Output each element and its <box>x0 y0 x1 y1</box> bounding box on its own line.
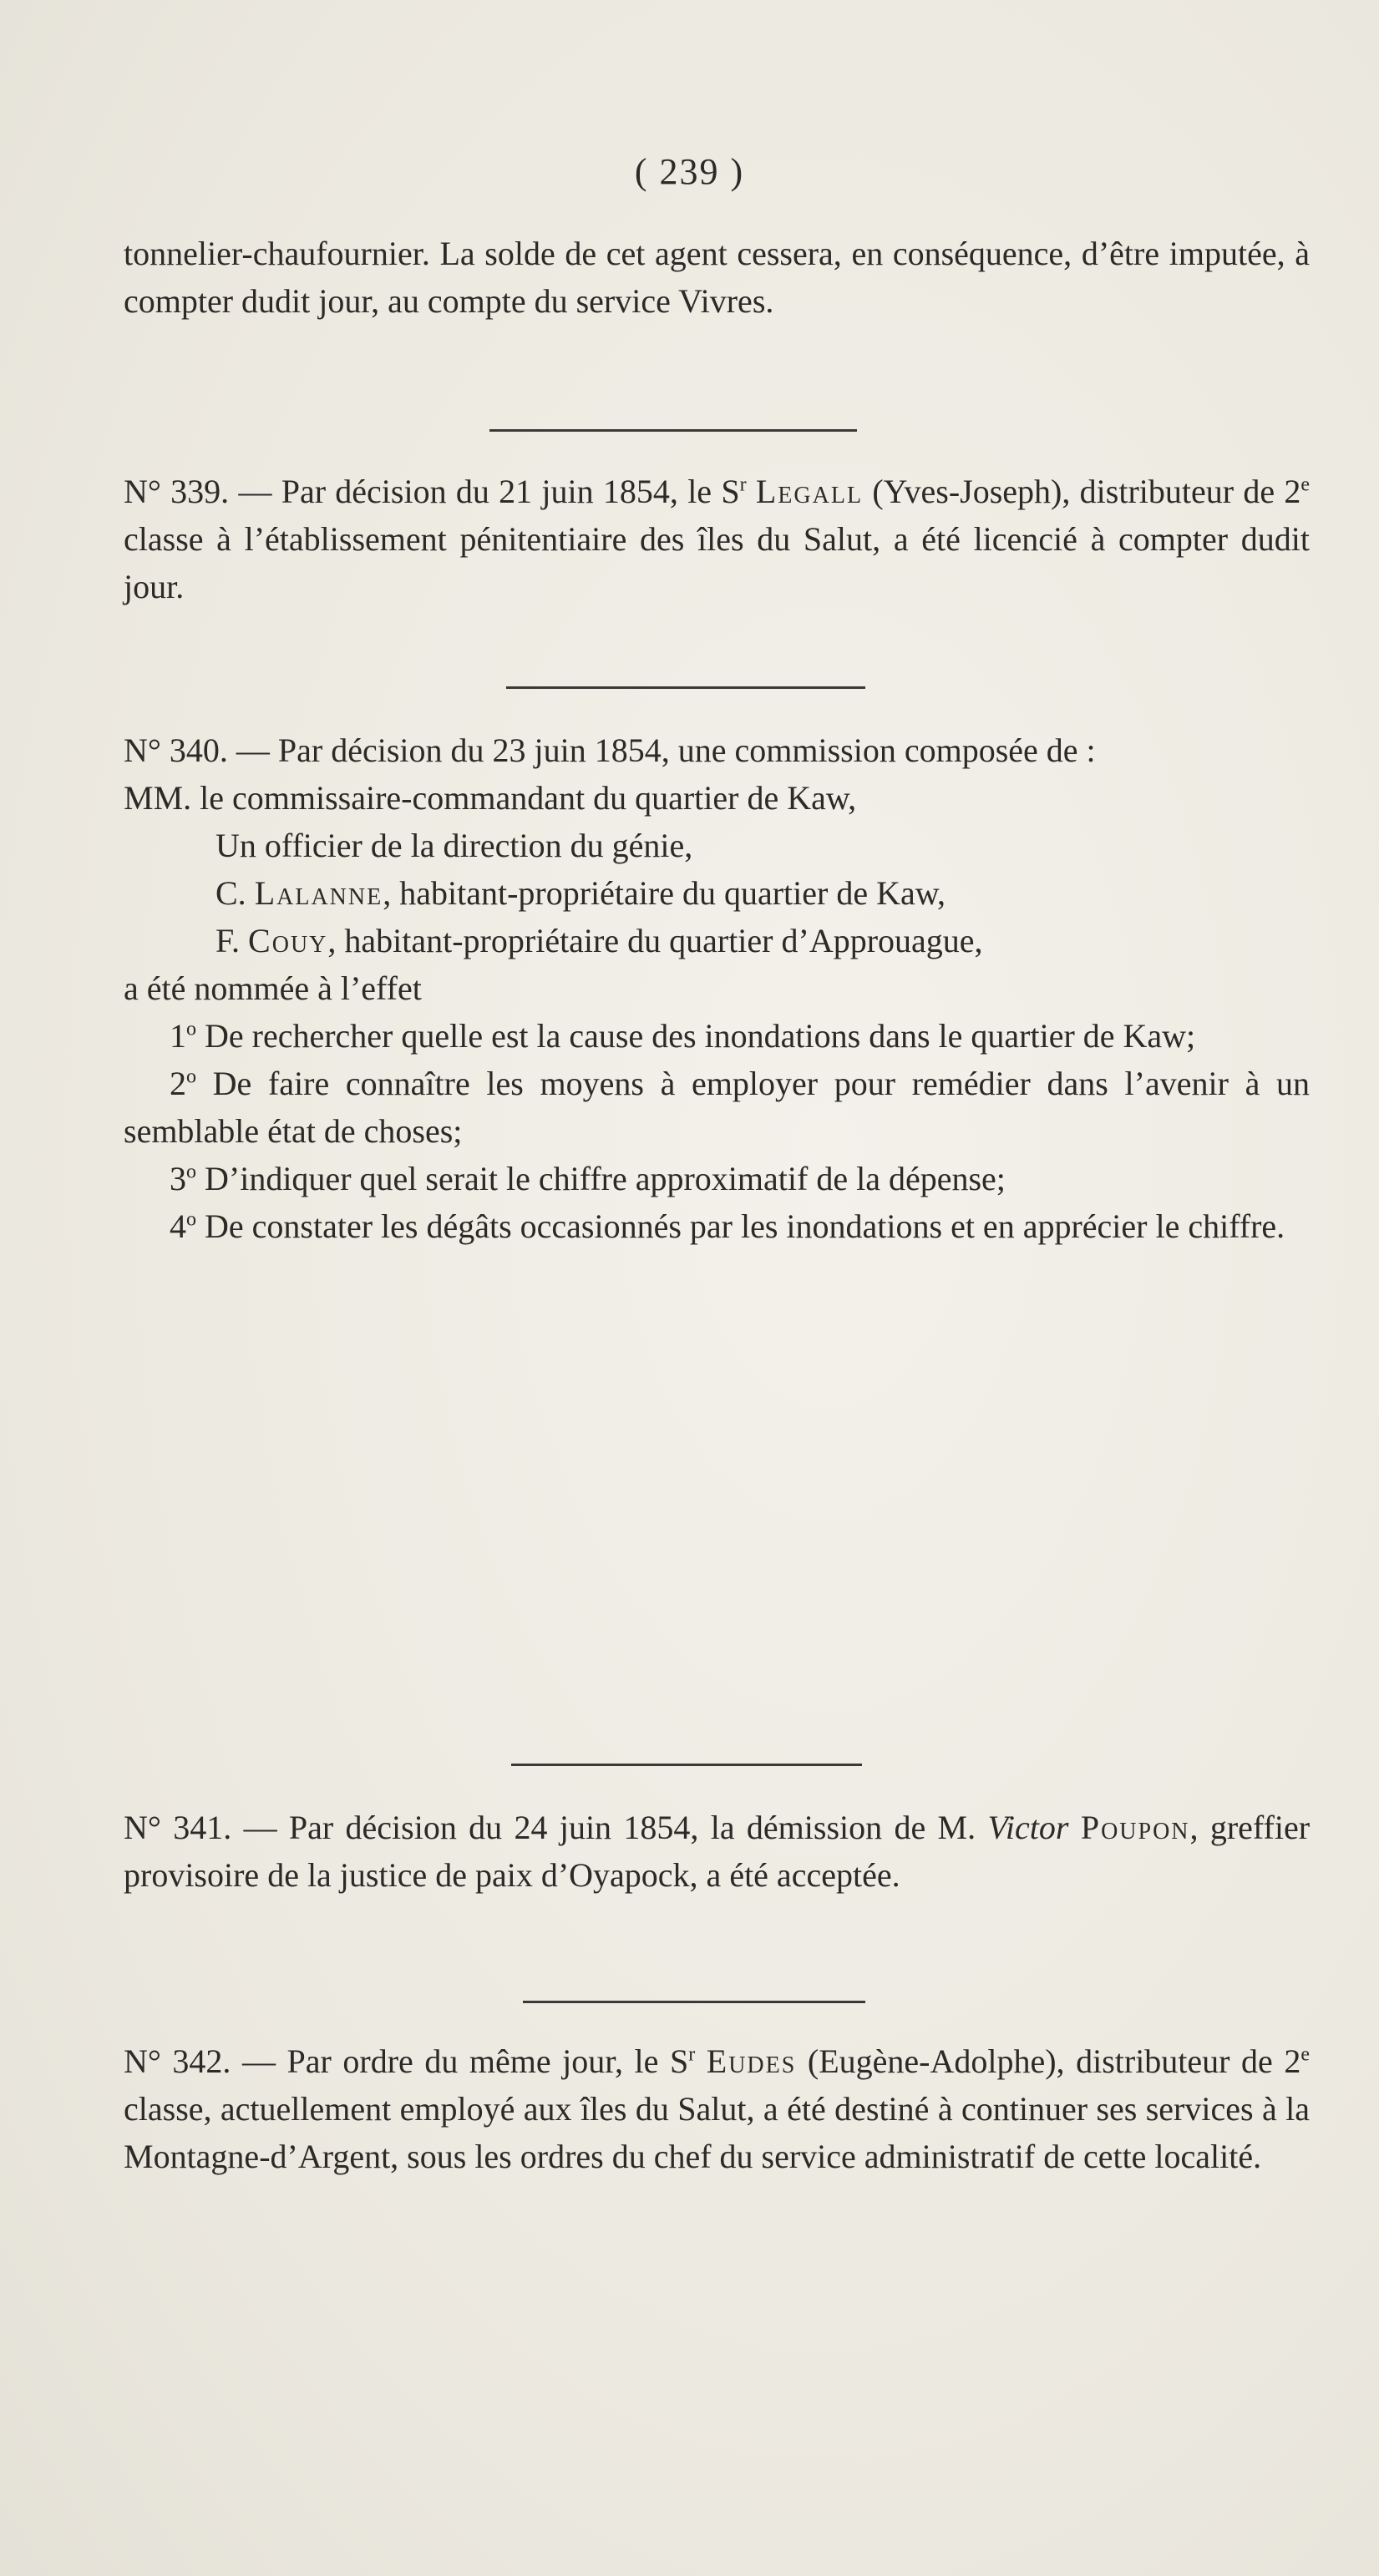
separator-rule <box>506 686 865 689</box>
purpose-item: 2$^o$ De faire connaître les moyens à employer pour remédier dans l’avenir à un semblable état de choses; <box>124 1065 1310 1150</box>
entry-number: N° 339. <box>124 473 230 510</box>
purpose-item: 1$^o$ De rechercher quelle est la cause des inondations dans le quartier de Kaw; <box>170 1017 1196 1055</box>
entry-339 <box>124 468 1310 610</box>
entry-340 <box>124 726 1310 1250</box>
member-line: F. Couy, habitant-propriétaire du quartier d’Approuague, <box>215 922 983 959</box>
member-line: C. Lalanne, habitant-propriétaire du quartier de Kaw, <box>215 874 946 912</box>
entry-number: N° 340. <box>124 731 228 769</box>
entry-number: N° 341. <box>124 1809 232 1846</box>
person-name: Lalanne <box>254 874 383 912</box>
entry-342-text: N° 342. — Par ordre du même jour, le $S^r$ Eudes (Eugène-Adolphe), distributeur de 2e classe, actuellement employé aux îles du Salut, a été destiné à continuer ses services à la Montagne-d’Argent, sous les ordres du chef du service administratif de cette localité. <box>124 2042 1310 2175</box>
separator-rule <box>489 429 857 432</box>
separator-rule <box>511 1764 862 1766</box>
person-name: Legall <box>755 473 864 510</box>
entry-342 <box>124 2037 1310 2180</box>
person-name: Eudes <box>706 2042 797 2080</box>
entry-340-intro: N° 340. — Par décision du 23 juin 1854, une commission composée de : <box>124 731 1096 769</box>
member-line: Un officier de la direction du génie, <box>215 827 693 864</box>
purpose-item: 4$^o$ De constater les dégâts occasionnés par les inondations et en apprécier le chiffre. <box>170 1207 1285 1245</box>
entry-341-text: N° 341. — Par décision du 24 juin 1854, la démission de M. Victor Poupon, greffier provisoire de la justice de paix d’Oyapock, a été acceptée. <box>124 1809 1311 1894</box>
first-name: Victor <box>987 1809 1069 1846</box>
member-line: MM. le commissaire-commandant du quartier de Kaw, <box>124 779 857 817</box>
person-name: Poupon <box>1080 1809 1190 1846</box>
purpose-item: 3$^o$ D’indiquer quel serait le chiffre approximatif de la dépense; <box>170 1160 1006 1197</box>
entry-number: N° 342. <box>124 2042 231 2080</box>
person-name: Couy <box>248 922 328 959</box>
page-number: ( 239 ) <box>634 151 745 192</box>
separator-rule <box>523 2001 865 2003</box>
paragraph-text: tonnelier-chaufournier. La solde de cet agent cessera, en conséquence, d’être imputée, à compter dudit jour, au compte du service Vivres. <box>124 235 1310 320</box>
entry-341 <box>124 1804 1310 1899</box>
continued-paragraph <box>124 230 1310 325</box>
entry-339-text: N° 339. — Par décision du 21 juin 1854, le $S^r$ Legall (Yves-Joseph), distributeur de 2e classe à l’établissement pénitentiaire des îles du Salut, a été licencié à compter dudit jour. <box>124 473 1311 605</box>
purpose-intro: a été nommée à l’effet <box>124 969 422 1007</box>
